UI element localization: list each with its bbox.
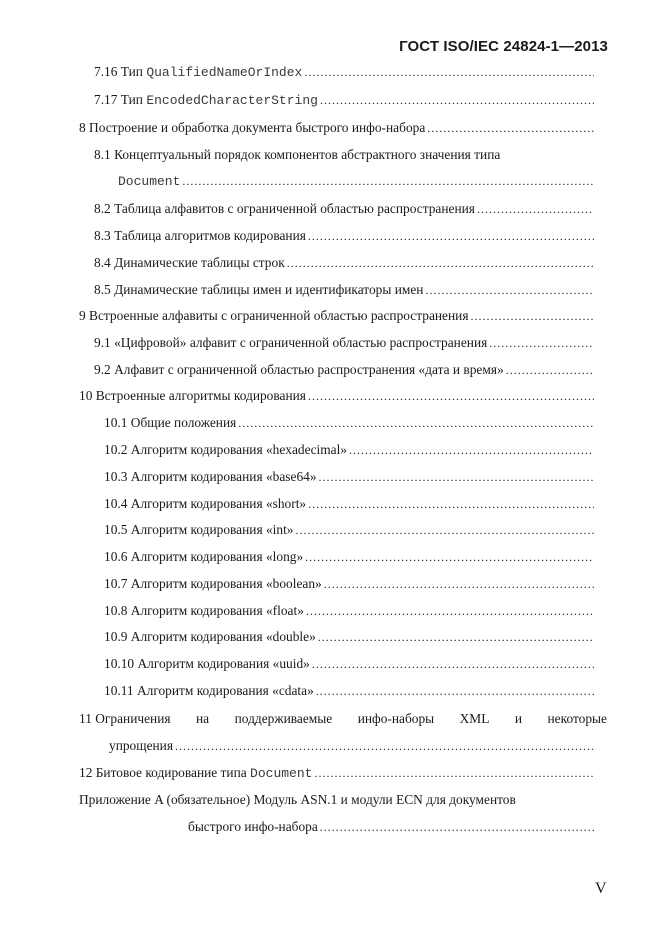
- toc-entry-8[interactable]: [79, 118, 595, 138]
- document-header: ГОСТ ISO/IEC 24824-1—2013: [399, 38, 608, 55]
- dot-leader: [316, 681, 594, 701]
- toc-entry-11-line1[interactable]: [79, 709, 607, 729]
- toc-entry-11[interactable]: [109, 736, 595, 756]
- dot-leader: [320, 90, 594, 110]
- toc-entry-label: упрощения: [109, 738, 173, 753]
- dot-leader: [175, 736, 594, 756]
- dot-leader: [427, 118, 594, 138]
- toc-entry-label: 10.8 Алгоритм кодирования «float»: [104, 603, 304, 618]
- toc-entry-code: Document: [118, 174, 181, 189]
- toc-entry-annex-a[interactable]: [188, 817, 595, 837]
- toc-word: некоторые: [547, 711, 607, 726]
- dot-leader: [308, 226, 594, 246]
- dot-leader: [324, 574, 594, 594]
- toc-entry-9[interactable]: [79, 306, 595, 326]
- toc-entry-10-5[interactable]: [104, 520, 595, 540]
- toc-entry-label: 10.4 Алгоритм кодирования «short»: [104, 496, 307, 511]
- toc-entry-10-3[interactable]: [104, 467, 595, 487]
- toc-entry-10-9[interactable]: [104, 627, 595, 647]
- toc-entry-code: EncodedCharacterString: [146, 93, 318, 108]
- toc-entry-8-5[interactable]: [94, 280, 595, 300]
- toc-entry-9-2[interactable]: [94, 360, 595, 380]
- toc-entry-label: 9 Встроенные алфавиты с ограниченной областью распространения: [79, 308, 469, 323]
- toc-entry-label: 10.7 Алгоритм кодирования «boolean»: [104, 576, 322, 591]
- dot-leader: [287, 253, 594, 273]
- toc-entry-10-6[interactable]: [104, 547, 595, 567]
- toc-entry-10-8[interactable]: [104, 601, 595, 621]
- dot-leader: [295, 520, 594, 540]
- toc-entry-label: 10.11 Алгоритм кодирования «cdata»: [104, 683, 314, 698]
- toc-entry-label: 10.9 Алгоритм кодирования «double»: [104, 629, 316, 644]
- toc-entry-8-3[interactable]: [94, 226, 595, 246]
- dot-leader: [320, 817, 594, 837]
- toc-entry-8-2[interactable]: [94, 199, 595, 219]
- toc-word: 11 Ограничения: [79, 711, 171, 726]
- toc-entry-label: 10.10 Алгоритм кодирования «uuid»: [104, 656, 310, 671]
- toc-entry-annex-a-line1[interactable]: Приложение A (обязательное) Модуль ASN.1 и модули ECN для документов: [79, 792, 516, 807]
- dot-leader: [314, 763, 594, 783]
- toc-entry-label: 10 Встроенные алгоритмы кодирования: [79, 388, 306, 403]
- dot-leader: [312, 654, 594, 674]
- dot-leader: [489, 333, 594, 353]
- dot-leader: [238, 413, 594, 433]
- page-number: V: [595, 880, 607, 897]
- toc-entry-7-16[interactable]: [94, 62, 595, 82]
- dot-leader: [319, 467, 594, 487]
- dot-leader: [304, 62, 594, 82]
- toc-word: на: [196, 711, 210, 726]
- toc-entry-10[interactable]: [79, 386, 595, 406]
- toc-entry-10-11[interactable]: [104, 681, 595, 701]
- toc-entry-label: 10.6 Алгоритм кодирования «long»: [104, 549, 304, 564]
- toc-entry-10-2[interactable]: [104, 440, 595, 460]
- toc-entry-8-1[interactable]: [118, 171, 595, 191]
- toc-entry-7-17[interactable]: [94, 90, 595, 110]
- toc-entry-12[interactable]: [79, 763, 595, 783]
- toc-word: XML: [459, 711, 490, 726]
- dot-leader: [306, 601, 594, 621]
- toc-entry-10-4[interactable]: [104, 494, 595, 514]
- toc-entry-code: QualifiedNameOrIndex: [146, 65, 303, 80]
- toc-entry-label: 9.1 «Цифровой» алфавит с ограниченной областью распространения: [94, 335, 488, 350]
- dot-leader: [349, 440, 594, 460]
- toc-entry-label: 10.3 Алгоритм кодирования «base64»: [104, 469, 317, 484]
- toc-entry-label: 8.4 Динамические таблицы строк: [94, 255, 285, 270]
- toc-entry-10-7[interactable]: [104, 574, 595, 594]
- toc-entry-label: 8.3 Таблица алгоритмов кодирования: [94, 228, 306, 243]
- dot-leader: [308, 386, 594, 406]
- toc-entry-9-1[interactable]: [94, 333, 595, 353]
- dot-leader: [425, 280, 594, 300]
- toc-entry-10-1[interactable]: [104, 413, 595, 433]
- toc-entry-label: 8 Построение и обработка документа быстрого инфо-набора: [79, 120, 426, 135]
- toc-entry-8-4[interactable]: [94, 253, 595, 273]
- toc-entry-label: 10.5 Алгоритм кодирования «int»: [104, 522, 294, 537]
- dot-leader: [318, 627, 594, 647]
- toc-entry-code: Document: [250, 766, 313, 781]
- dot-leader: [506, 360, 594, 380]
- toc-entry-8-1-line1[interactable]: 8.1 Концептуальный порядок компонентов абстрактного значения типа: [94, 147, 501, 162]
- dot-leader: [305, 547, 594, 567]
- toc-word: поддерживаемые: [234, 711, 333, 726]
- toc-entry-label: 8.5 Динамические таблицы имен и идентификаторы имен: [94, 282, 424, 297]
- toc-entry-label: 10.1 Общие положения: [104, 415, 237, 430]
- toc-entry-label: 7.16 Тип: [94, 64, 147, 79]
- toc-word: и: [514, 711, 523, 726]
- toc-entry-10-10[interactable]: [104, 654, 595, 674]
- dot-leader: [471, 306, 595, 326]
- toc-entry-label: 12 Битовое кодирование типа: [79, 765, 251, 780]
- dot-leader: [477, 199, 594, 219]
- dot-leader: [182, 171, 594, 191]
- toc-entry-label: 9.2 Алфавит с ограниченной областью распространения «дата и время»: [94, 362, 504, 377]
- toc-entry-label: 10.2 Алгоритм кодирования «hexadecimal»: [104, 442, 348, 457]
- toc-entry-label: 7.17 Тип: [94, 92, 147, 107]
- dot-leader: [308, 494, 594, 514]
- toc-word: инфо-наборы: [357, 711, 435, 726]
- toc-entry-label: быстрого инфо-набора: [188, 819, 318, 834]
- toc-entry-label: 8.2 Таблица алфавитов с ограниченной областью распространения: [94, 201, 475, 216]
